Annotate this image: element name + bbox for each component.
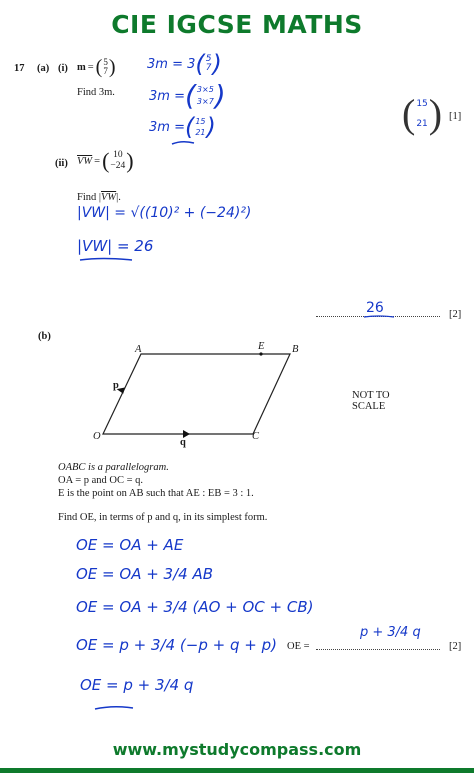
prompt-prefix: Find | bbox=[77, 192, 101, 203]
vector-vw-top: 10 bbox=[113, 150, 123, 160]
vector-vw-name: $\overline{VW}$ bbox=[77, 155, 93, 167]
underline-stroke bbox=[170, 138, 196, 148]
vector-m-name: m bbox=[77, 61, 86, 73]
handwritten-working-oe-line2: OE = OA + 3/4 AB bbox=[76, 565, 214, 583]
label-e: E bbox=[258, 341, 265, 352]
part-label-b: (b) bbox=[38, 331, 51, 342]
question-text-line3: E is the point on AB such that AE : EB = 3 : 1. bbox=[58, 488, 254, 499]
label-p: p bbox=[113, 380, 119, 391]
parallelogram-shape bbox=[103, 354, 290, 434]
marks-a-ii: [2] bbox=[449, 309, 462, 320]
working-bottom: 3×7 bbox=[196, 97, 214, 106]
prompt-suffix: |. bbox=[116, 192, 121, 203]
handwritten-working-oe-line5: OE = p + 3/4 q bbox=[80, 676, 194, 694]
not-to-scale-line2: SCALE bbox=[352, 401, 386, 412]
working-text: 3m = bbox=[149, 119, 185, 135]
handwritten-working-magnitude-line2: |VW| = 26 bbox=[77, 237, 154, 255]
vector-vw-bottom: −24 bbox=[110, 161, 126, 171]
subpart-label-i: (i) bbox=[58, 63, 68, 74]
answer-label-oe: OE = bbox=[287, 641, 310, 652]
working-text: 3m = bbox=[149, 88, 185, 104]
underline-stroke bbox=[93, 703, 135, 713]
answer-magnitude: 26 bbox=[366, 300, 384, 316]
underline-stroke bbox=[362, 314, 396, 320]
handwritten-working-oe-line3: OE = OA + 3/4 (AO + OC + CB) bbox=[76, 598, 314, 616]
working-bottom: 7 bbox=[205, 63, 212, 73]
handwritten-working-oe-line4: OE = p + 3/4 (−p + q + p) bbox=[76, 636, 277, 654]
label-a: A bbox=[135, 344, 142, 355]
footer-bar bbox=[0, 768, 474, 773]
handwritten-working-3m-line3: 3m = ( 15 21 ) bbox=[149, 113, 216, 141]
underline-stroke bbox=[77, 254, 137, 266]
vector-m-definition: m = ( 5 7 ) bbox=[77, 56, 116, 78]
working-bottom: 21 bbox=[195, 128, 206, 137]
label-o: O bbox=[93, 431, 101, 442]
working-top: 15 bbox=[195, 117, 206, 126]
handwritten-working-magnitude-line1: |VW| = √((10)² + (−24)²) bbox=[77, 205, 252, 221]
label-b: B bbox=[292, 344, 299, 355]
marks-b: [2] bbox=[449, 641, 462, 652]
answer-bottom: 21 bbox=[416, 119, 428, 129]
handwritten-working-oe-line1: OE = OA + AE bbox=[76, 536, 184, 554]
marks-a-i: [1] bbox=[449, 111, 462, 122]
parallelogram-diagram bbox=[85, 338, 315, 450]
answer-vector-3m: ( 15 21 ) bbox=[402, 91, 443, 136]
working-top: 3×5 bbox=[196, 85, 214, 94]
question-prompt-3m: Find 3m. bbox=[77, 87, 115, 98]
label-q: q bbox=[180, 437, 186, 448]
question-prompt-oe: Find OE, in terms of p and q, in its simplest form. bbox=[58, 512, 268, 523]
question-text-line1: OABC is a parallelogram. bbox=[58, 462, 169, 473]
vector-vw-definition: $\overline{VW}$ = ( 10 −24 ) bbox=[77, 148, 134, 173]
subpart-label-ii: (ii) bbox=[55, 158, 68, 169]
part-label-a: (a) bbox=[37, 63, 50, 74]
vector-m-top: 5 bbox=[103, 57, 108, 67]
footer-url: www.mystudycompass.com bbox=[112, 740, 362, 759]
not-to-scale-line1: NOT TO bbox=[352, 390, 390, 401]
answer-oe: p + 3/4 q bbox=[360, 625, 421, 640]
vector-m-bottom: 7 bbox=[103, 66, 108, 76]
question-prompt-magnitude bbox=[77, 192, 121, 203]
point-e-marker bbox=[259, 352, 262, 355]
question-number: 17 bbox=[14, 63, 25, 74]
answer-top: 15 bbox=[416, 99, 428, 109]
working-top: 5 bbox=[205, 54, 212, 64]
working-text: 3m = 3 bbox=[147, 56, 196, 72]
handwritten-working-3m-line2: 3m = ( 3×5 3×7 ) bbox=[149, 79, 226, 112]
prompt-vector: $\overline{VW}$ bbox=[100, 192, 117, 203]
label-c: C bbox=[252, 431, 260, 442]
page-title: CIE IGCSE MATHS bbox=[111, 10, 363, 39]
question-text-line2: OA = p and OC = q. bbox=[58, 475, 144, 486]
handwritten-working-3m-line1: 3m = 3 ( 5 7 ) bbox=[147, 50, 222, 78]
